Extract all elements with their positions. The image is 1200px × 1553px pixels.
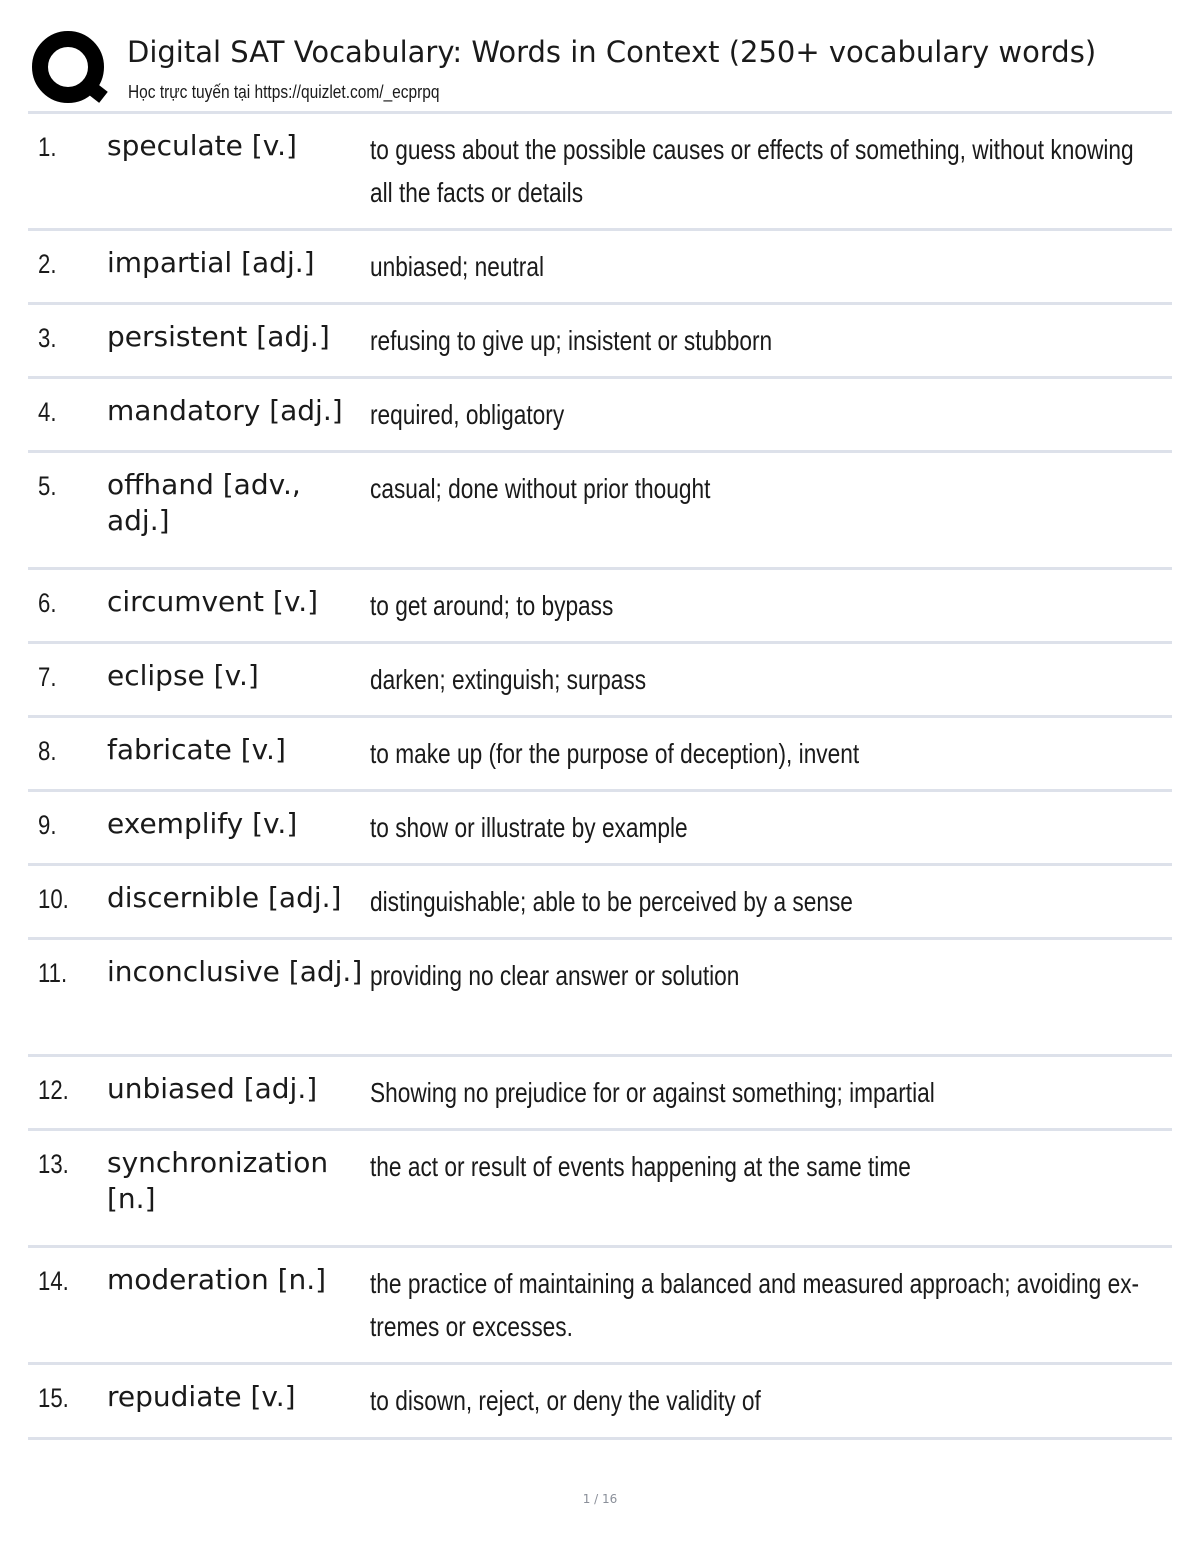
term-number: 11.	[38, 958, 68, 988]
term-definition: required, obligatory	[370, 399, 565, 430]
term-row	[28, 1131, 1172, 1248]
term-definition: providing no clear answer or solution	[370, 960, 740, 991]
term-definition: unbiased; neutral	[370, 251, 545, 282]
term-row	[28, 644, 1172, 718]
term-number: 4.	[38, 397, 57, 427]
term-number: 6.	[38, 588, 57, 618]
term-word: circumvent [v.]	[107, 585, 319, 618]
document-title: Digital SAT Vocabulary: Words in Context (250+ vocabulary words)	[127, 35, 1097, 69]
term-row	[28, 231, 1172, 305]
term-number: 14.	[38, 1266, 69, 1296]
term-row	[28, 1365, 1172, 1440]
term-word: mandatory [adj.]	[107, 394, 343, 427]
term-definition: Showing no prejudice for or against something; impartial	[370, 1077, 935, 1108]
term-definition: to get around; to bypass	[370, 590, 614, 621]
term-word: unbiased [adj.]	[107, 1072, 318, 1105]
term-definition: the practice of maintaining a balanced and measured approach; avoiding ex-tremes or excesses.	[370, 1268, 1140, 1342]
term-number: 2.	[38, 249, 57, 279]
term-row	[28, 718, 1172, 792]
term-number: 10.	[38, 884, 69, 914]
term-word: discernible [adj.]	[107, 881, 342, 914]
term-definition: distinguishable; able to be perceived by a sense	[370, 886, 853, 917]
term-row	[28, 866, 1172, 940]
term-word: eclipse [v.]	[107, 659, 259, 692]
term-number: 1.	[38, 132, 57, 162]
term-word: synchronization [n.]	[107, 1146, 329, 1215]
term-word: exemplify [v.]	[107, 807, 298, 840]
term-word: persistent [adj.]	[107, 320, 330, 353]
document-header	[30, 28, 1172, 112]
term-number: 3.	[38, 323, 57, 353]
term-number: 13.	[38, 1149, 69, 1179]
term-word: fabricate [v.]	[107, 733, 286, 766]
term-number: 9.	[38, 810, 57, 840]
term-word: moderation [n.]	[107, 1263, 327, 1296]
term-row	[28, 114, 1172, 231]
term-row	[28, 570, 1172, 644]
document-subtitle: Học trực tuyến tại https://quizlet.com/_ecprpq	[128, 82, 440, 102]
term-word: inconclusive [adj.]	[107, 955, 363, 988]
term-word: impartial [adj.]	[107, 246, 315, 279]
term-number: 8.	[38, 736, 57, 766]
term-definition: refusing to give up; insistent or stubborn	[370, 325, 773, 356]
term-number: 12.	[38, 1075, 69, 1105]
term-definition: darken; extinguish; surpass	[370, 664, 647, 695]
term-definition: to disown, reject, or deny the validity of	[370, 1385, 761, 1416]
quizlet-logo-icon	[32, 31, 108, 107]
term-row	[28, 940, 1172, 1057]
term-row	[28, 453, 1172, 570]
term-row	[28, 792, 1172, 866]
term-word: repudiate [v.]	[107, 1380, 296, 1413]
term-definition: the act or result of events happening at the same time	[370, 1151, 911, 1182]
term-row	[28, 379, 1172, 453]
term-definition: casual; done without prior thought	[370, 473, 711, 504]
term-definition: to show or illustrate by example	[370, 812, 688, 843]
term-row	[28, 1248, 1172, 1365]
term-definition: to guess about the possible causes or effects of something, without knowing all the facts or details	[370, 134, 1134, 208]
term-list	[28, 114, 1172, 1440]
term-definition: to make up (for the purpose of deception), invent	[370, 738, 860, 769]
term-row	[28, 305, 1172, 379]
term-word: speculate [v.]	[107, 129, 297, 162]
page-indicator: 1 / 16	[582, 1492, 618, 1506]
term-number: 5.	[38, 471, 57, 501]
term-number: 7.	[38, 662, 57, 692]
term-row	[28, 1057, 1172, 1131]
term-number: 15.	[38, 1383, 69, 1413]
term-word: offhand [adv., adj.]	[107, 468, 301, 537]
